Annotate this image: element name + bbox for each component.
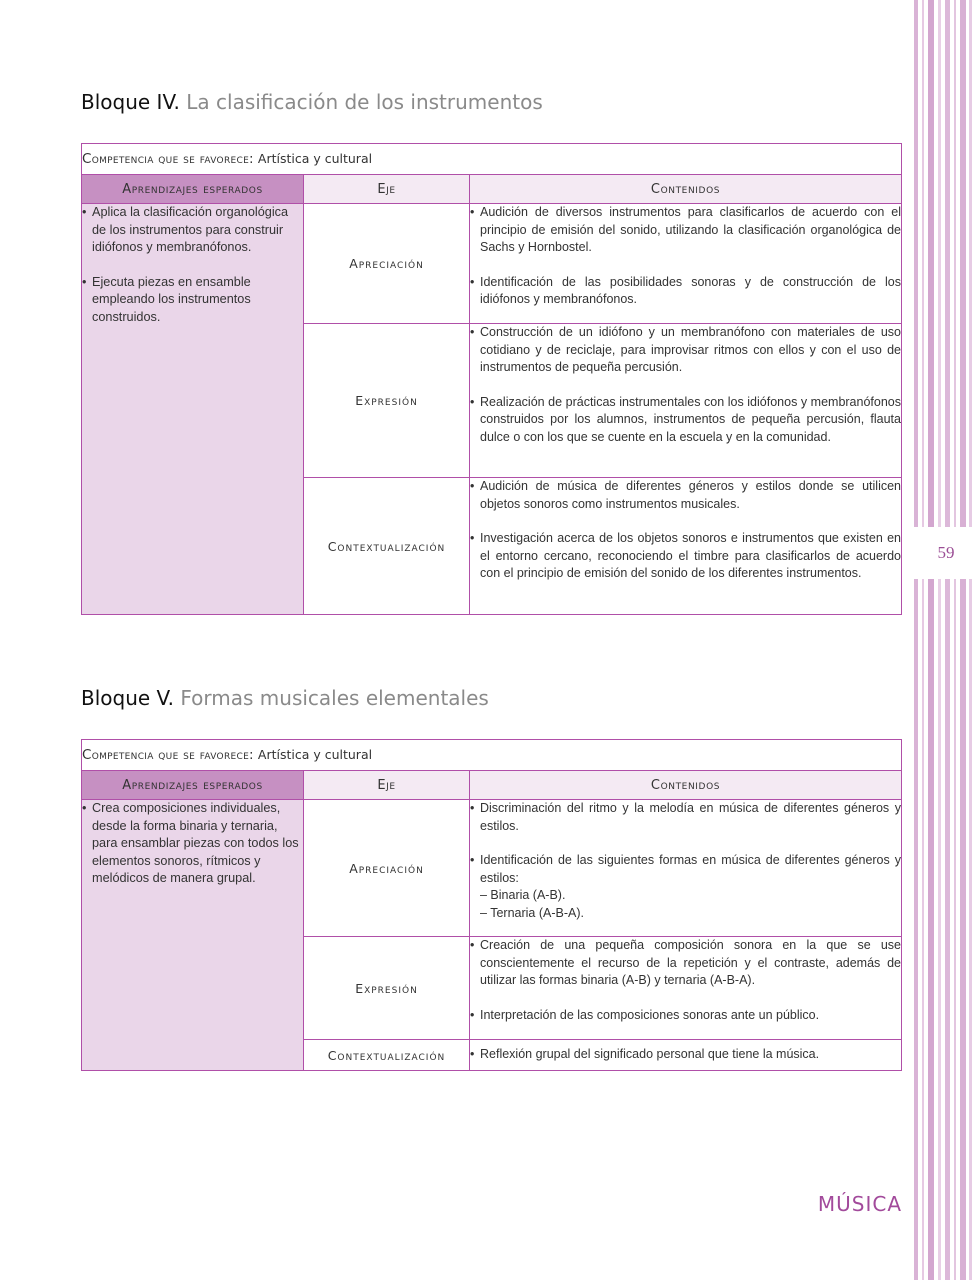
contenidos-cell — [470, 204, 902, 324]
contenido-item: • Interpretación de las composiciones sonoras ante un público. — [470, 1007, 901, 1025]
sub-item: – Ternaria (A-B-A). — [480, 905, 584, 920]
header-aprendizajes: Aprendizajes esperados — [82, 175, 304, 204]
contenido-item: • Creación de una pequeña composición sonora en la que se use conscientemente el recurso de la repetición y el contraste, además de utilizar las formas binaria (A-B) y ternaria (A-B-A). — [470, 937, 901, 990]
contenido-item: • Identificación de las posibilidades sonoras y de construcción de los idiófonos y membranófonos. — [470, 274, 901, 309]
page-number: 59 — [937, 543, 955, 562]
content-table — [81, 739, 902, 1071]
contenidos-cell — [470, 800, 902, 937]
competencia-value: Artística y cultural — [257, 747, 373, 762]
decorative-stripes — [914, 0, 972, 1280]
contenido-text: Identificación de las siguientes formas en música de diferentes géneros y estilos: — [480, 853, 901, 885]
block-title-bold: Bloque V. — [81, 686, 175, 710]
eje-contextualizacion: Contextualización — [304, 1040, 470, 1071]
contenido-item: • Audición de diversos instrumentos para clasificarlos de acuerdo con el principio de emisión del sonido, utilizando la clasificación organológica de Sachs y Hornbostel. — [470, 204, 901, 257]
header-contenidos: Contenidos — [470, 175, 902, 204]
block-title-text: Formas musicales elementales — [180, 686, 489, 710]
competencia-label: Competencia que se favorece: — [82, 747, 254, 763]
content-table — [81, 143, 902, 615]
contenidos-cell — [470, 478, 902, 615]
contenidos-cell — [470, 1040, 902, 1071]
eje-contextualizacion: Contextualización — [304, 478, 470, 615]
block-title — [81, 90, 543, 114]
contenido-item: • Construcción de un idiófono y un membranófono con materiales de uso cotidiano y de reciclaje, para improvisar ritmos con ellos y con el uso de instrumentos de pequeña percusión. — [470, 324, 901, 377]
contenido-item — [470, 852, 901, 922]
eje-expresion: Expresión — [304, 937, 470, 1040]
header-contenidos: Contenidos — [470, 771, 902, 800]
aprendizajes-cell — [82, 800, 304, 1071]
eje-apreciacion: Apreciación — [304, 800, 470, 937]
header-eje: Eje — [304, 175, 470, 204]
footer-subject-label: MÚSICA — [817, 1192, 902, 1216]
aprendizaje-item: • Ejecuta piezas en ensamble empleando los instrumentos construidos. — [82, 274, 303, 327]
competencia-row — [82, 740, 902, 771]
contenidos-cell — [470, 324, 902, 478]
contenido-item: • Investigación acerca de los objetos sonoros e instrumentos que existen en el entorno cercano, reconociendo el timbre para clasificarlos de acuerdo con el principio de emisión del sonido de los diferentes instrumentos. — [470, 530, 901, 583]
competencia-row — [82, 144, 902, 175]
contenidos-cell — [470, 937, 902, 1040]
contenido-item: • Realización de prácticas instrumentales con los idiófonos y membranófonos construidos por los alumnos, instrumentos de pequeña percusión, flauta dulce o con los que se cuente en la escuela y en la comunidad. — [470, 394, 901, 447]
aprendizaje-item: • Aplica la clasificación organológica de los instrumentos para construir idiófonos y membranófonos. — [82, 204, 303, 257]
contenido-item: • Audición de música de diferentes géneros y estilos donde se utilicen objetos sonoros como instrumentos musicales. — [470, 478, 901, 513]
page-number-box — [914, 527, 972, 579]
eje-expresion: Expresión — [304, 324, 470, 478]
block-title — [81, 686, 489, 710]
contenido-item: • Reflexión grupal del significado personal que tiene la música. — [470, 1046, 901, 1064]
block-title-text: La clasificación de los instrumentos — [186, 90, 543, 114]
aprendizajes-cell — [82, 204, 304, 615]
header-eje: Eje — [304, 771, 470, 800]
header-aprendizajes: Aprendizajes esperados — [82, 771, 304, 800]
contenido-item: • Discriminación del ritmo y la melodía en música de diferentes géneros y estilos. — [470, 800, 901, 835]
competencia-label: Competencia que se favorece: — [82, 151, 254, 167]
block-title-bold: Bloque IV. — [81, 90, 180, 114]
eje-apreciacion: Apreciación — [304, 204, 470, 324]
sub-item: – Binaria (A-B). — [480, 888, 566, 903]
aprendizaje-item: • Crea composiciones individuales, desde la forma binaria y ternaria, para ensamblar piezas con todos los elementos sonoros, rítmicos y melódicos de manera grupal. — [82, 800, 303, 888]
competencia-value: Artística y cultural — [257, 151, 373, 166]
